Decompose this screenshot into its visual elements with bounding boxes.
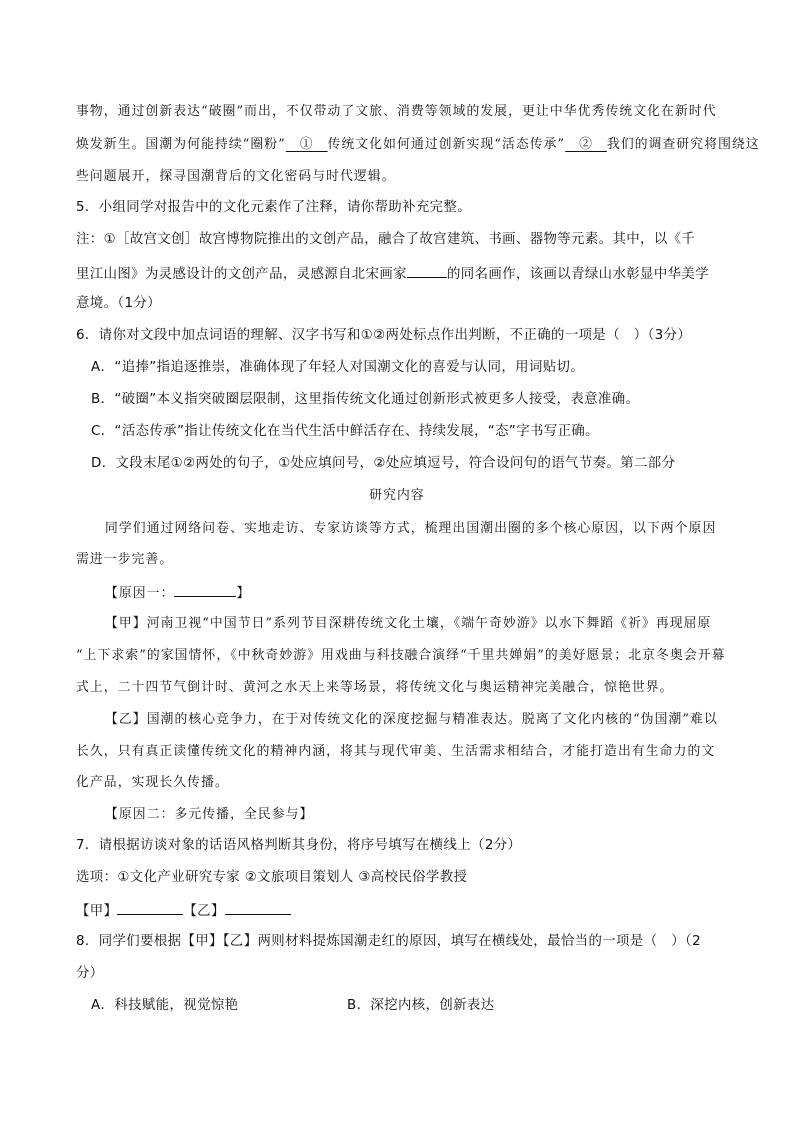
question-8-stem: 8．同学们要根据【甲】【乙】两则材料提炼国潮走红的原因，填写在横线处，最恰当的一项是（ ）（2 bbox=[76, 934, 702, 949]
jia-answer-blank[interactable] bbox=[117, 900, 183, 915]
option-b[interactable]: B．深挖内核，创新表达 bbox=[347, 998, 495, 1013]
question-5-note: 里江山图》为灵感设计的文创产品，灵感源自北宋画家 的同名画作，该画以青绿山水彰显中华美学 bbox=[76, 263, 726, 285]
option-b[interactable]: B．“破圈”本义指突破圈层限制，这里指传统文化通过创新形式被更多人接受，表意准确。 bbox=[91, 392, 640, 407]
answer-blank[interactable] bbox=[407, 263, 447, 278]
material-yi: 化产品，实现长久传播。 bbox=[76, 775, 229, 790]
section-title: 研究内容 bbox=[369, 488, 425, 503]
passage-line: 事物，通过创新表达“破圈”而出，不仅带动了文旅、消费等领域的发展，更让中华优秀传统文化在新时代 bbox=[76, 104, 717, 119]
reason-2: 【原因二：多元传播，全民参与】 bbox=[105, 807, 314, 822]
question-5-note: 意境。（1分） bbox=[76, 296, 161, 311]
question-7-stem: 7．请根据访谈对象的话语风格判断其身份，将序号填写在横线上（2分） bbox=[76, 838, 522, 853]
passage-text: 传统文化如何通过创新实现“活态传承” bbox=[327, 137, 566, 152]
section-intro: 同学们通过网络问卷、实地走访、专家访谈等方式，梳理出国潮出圈的多个核心原因，以下两个原因 bbox=[105, 521, 717, 536]
question-7-answers: 【甲】 【乙】 bbox=[76, 900, 726, 922]
option-c[interactable]: C．“活态传承”指让传统文化在当代生活中鲜活存在、持续发展，“态”字书写正确。 bbox=[91, 424, 599, 439]
passage-text: 我们的调查研究将围绕这 bbox=[606, 137, 760, 152]
material-yi: 长久，只有真正读懂传统文化的精神内涵，将其与现代审美、生活需求相结合，才能打造出有生命力的文 bbox=[76, 744, 716, 759]
passage-line: 些问题展开，探寻国潮背后的文化密码与时代逻辑。 bbox=[76, 169, 396, 184]
question-7-options: 选项：①文化产业研究专家 ②文旅项目策划人 ③高校民俗学教授 bbox=[76, 870, 468, 885]
yi-answer-blank[interactable] bbox=[225, 900, 291, 915]
reason-1-blank[interactable] bbox=[174, 582, 236, 597]
reason-1: 【原因一： 】 bbox=[105, 582, 755, 604]
option-a[interactable]: A．科技赋能，视觉惊艳 bbox=[91, 998, 239, 1013]
material-yi: 【乙】国潮的核心竞争力，在于对传统文化的深度挖掘与精准表达。脱离了文化内核的“伪国潮”难以 bbox=[105, 712, 718, 727]
question-5-stem: 5．小组同学对报告中的文化元素作了注释，请你帮助补充完整。 bbox=[76, 200, 472, 215]
section-intro: 需进一步完善。 bbox=[76, 552, 174, 567]
passage-line bbox=[76, 135, 760, 155]
blank-mark-2: ② bbox=[579, 137, 594, 152]
blank-mark-1: ① bbox=[299, 137, 314, 152]
passage-text: 焕发新生。国潮为何能持续“圈粉” bbox=[76, 137, 286, 152]
option-a[interactable]: A．“追捧”指追逐推崇，准确体现了年轻人对国潮文化的喜爱与认同，用词贴切。 bbox=[91, 360, 585, 375]
question-8-stem: 分） bbox=[76, 966, 104, 981]
material-jia: 式上，二十四节气倒计时、黄河之水天上来等场景，将传统文化与奥运精神完美融合，惊艳世界。 bbox=[76, 680, 674, 695]
question-6-stem: 6．请你对文段中加点词语的理解、汉字书写和①②两处标点作出判断，不正确的一项是（ ）（3分） bbox=[76, 328, 692, 343]
question-5-note: 注：①［故宫文创］故宫博物院推出的文创产品，融合了故宫建筑、书画、器物等元素。其中，以《千 bbox=[76, 232, 696, 247]
option-d[interactable]: D．文段末尾①②两处的句子，①处应填问号，②处应填逗号，符合设问句的语气节奏。第二部分 bbox=[91, 456, 676, 471]
material-jia: “上下求索”的家国情怀，《中秋奇妙游》用戏曲与科技融合演绎“千里共婵娟”的美好愿景；北京冬奥会开幕 bbox=[76, 648, 726, 663]
material-jia: 【甲】河南卫视“中国节日”系列节目深耕传统文化土壤，《端午奇妙游》以水下舞蹈《祈》再现屈原 bbox=[105, 616, 712, 631]
